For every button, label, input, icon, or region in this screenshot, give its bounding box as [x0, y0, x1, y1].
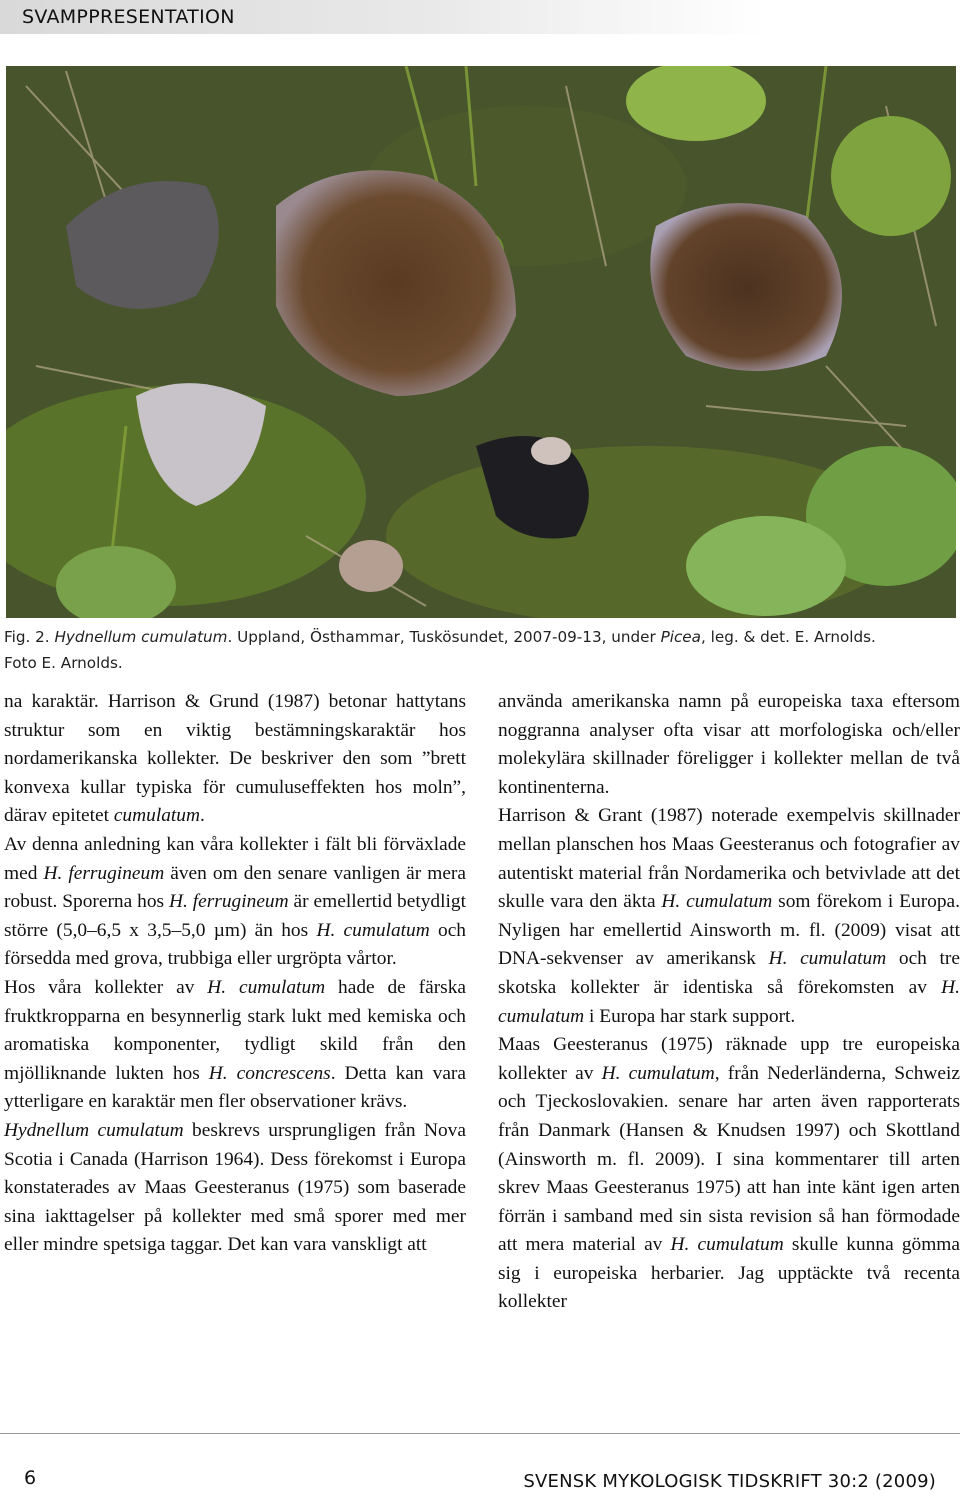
paragraph: Hos våra kollekter av H. cumulatum hade de färska fruktkropparna en besynnerlig stark lukt med kemiska och aromatiska komponenter, tydligt skild från den mjölliknande lukten hos H. concrescens. Detta kan vara ytterligare en karaktär men fler observationer krävs. [4, 976, 466, 1113]
right-column [498, 688, 960, 1317]
page-number: 6 [24, 1467, 37, 1489]
paragraph: Harrison & Grant (1987) noterade exempelvis skillnader mellan planschen hos Maas Geesteranus och fotografier av autentiskt material från Nordamerika och betvivlade att det skulle vara den äkta H. cumulatum som förekom i Europa. Nyligen har emellertid Ainsworth m. fl. (2009) visat att DNA-sekvenser av amerikansk H. cumulatum och tre skotska kollekter är identiska så förekomsten av H. cumulatum i Europa har stark support. [498, 805, 960, 1027]
caption-substrate: Picea [660, 628, 701, 646]
left-column [4, 688, 466, 1260]
paragraph: Hydnellum cumulatum beskrevs ursprungligen från Nova Scotia i Canada (Harrison 1964). Dess förekomst i Europa konstaterades av Maas Geesteranus (1975) som baserade sina iakttagelser på kollekter med små sporer med mer eller mindre spetsiga taggar. Det kan vara vanskligt att [4, 1119, 466, 1256]
journal-name: SVENSK MYKOLOGISK TIDSKRIFT 30:2 (2009) [523, 1471, 936, 1492]
footer-rule [0, 1433, 960, 1434]
figure-caption [4, 624, 960, 676]
paragraph: Av denna anledning kan våra kollekter i fält bli förväxlade med H. ferrugineum även om den senare vanligen är mera robust. Sporerna hos H. ferrugineum är emellertid betydligt större (5,0–6,5 x 3,5–5,0 µm) än hos H. cumulatum och försedda med grova, trubbiga eller urgröpta vårtor. [4, 833, 466, 970]
paragraph: na karaktär. Harrison & Grund (1987) betonar hattytans struktur som en viktig bestämningskaraktär hos nordamerikanska kollekter. De beskriver den som ”brett konvexa kullar typiska för cumuluseffekten hos moln”, därav epitetet cumulatum. [4, 691, 466, 827]
paragraph: Maas Geesteranus (1975) räknade upp tre europeiska kollekter av H. cumulatum, från Nederländerna, Schweiz och Tjeckoslovakien. senare har arten även rapporterats från Danmark (Hansen & Knudsen 1997) och Skottland (Ainsworth m. fl. 2009). I sina kommentarer till arten skrev Maas Geesteranus 1975) att han inte känt igen arten förrän i samband med sin sista revision så han förmodade att mera material av H. cumulatum skulle kunna gömma sig i europeiska herbarier. Jag upptäckte två recenta kollekter [498, 1034, 960, 1313]
caption-label: Fig. 2. [4, 628, 50, 646]
caption-text-b: , leg. & det. E. Arnolds. [700, 628, 876, 646]
figure-photo [6, 66, 956, 618]
caption-text-a: . Uppland, Östhammar, Tuskösundet, 2007-09-13, under [227, 628, 656, 646]
caption-credit: Foto E. Arnolds. [4, 654, 123, 672]
section-title: SVAMPPRESENTATION [22, 6, 235, 28]
caption-species: Hydnellum cumulatum [54, 628, 228, 646]
paragraph: använda amerikanska namn på europeiska taxa eftersom noggranna analyser ofta visar att morfologiska och/eller molekylära skillnader föreligger i kollekter mellan de två kontinenterna. [498, 691, 960, 798]
section-header-bar [0, 0, 960, 34]
